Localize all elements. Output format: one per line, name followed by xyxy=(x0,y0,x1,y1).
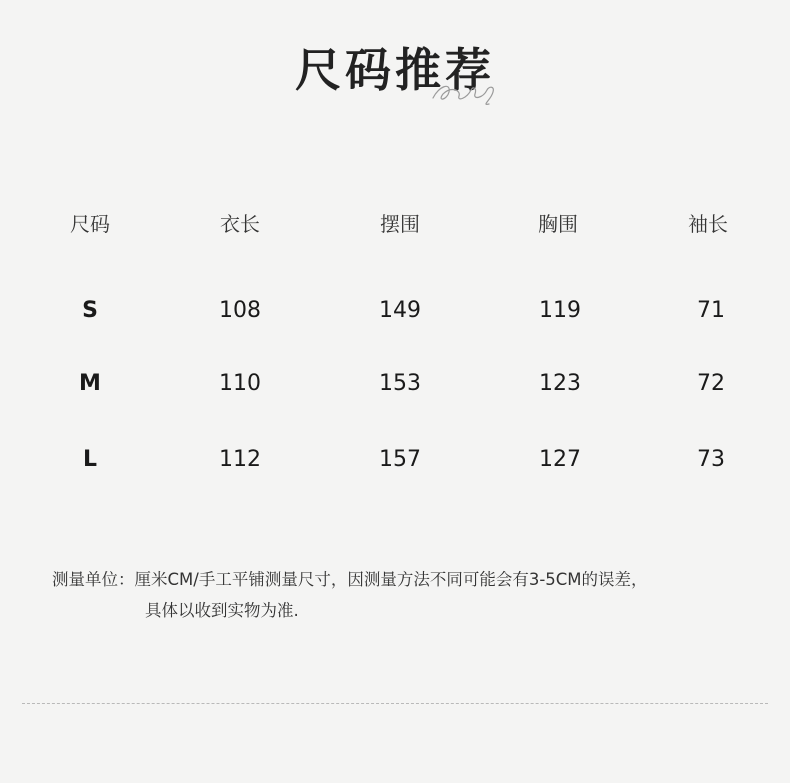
header-sleeve: 袖长 xyxy=(688,212,728,236)
bottom-divider xyxy=(22,703,768,704)
header-length: 衣长 xyxy=(220,212,260,236)
title-block xyxy=(0,28,790,108)
row-l-hem: 157 xyxy=(379,447,421,472)
row-s-chest: 119 xyxy=(539,298,581,323)
page-title: 尺码推荐 xyxy=(295,43,495,97)
row-s-hem: 149 xyxy=(379,298,421,323)
decorative-script-flourish xyxy=(425,68,515,108)
row-m-hem: 153 xyxy=(379,371,421,396)
measurement-note-line1: 测量单位：厘米CM/手工平铺测量尺寸，因测量方法不同可能会有3-5CM的误差， xyxy=(52,570,648,589)
row-l-chest: 127 xyxy=(539,447,581,472)
row-s-sleeve: 71 xyxy=(697,298,725,323)
row-l-length: 112 xyxy=(219,447,261,472)
row-m-length: 110 xyxy=(219,371,261,396)
header-size: 尺码 xyxy=(70,212,110,236)
row-m-sleeve: 72 xyxy=(697,371,725,396)
row-l-sleeve: 73 xyxy=(697,447,725,472)
measurement-note-line2: 具体以收到实物为准. xyxy=(145,601,299,620)
row-m-size: M xyxy=(79,371,101,396)
row-s-size: S xyxy=(82,298,98,323)
row-m-chest: 123 xyxy=(539,371,581,396)
header-hem: 摆围 xyxy=(380,212,420,236)
header-chest: 胸围 xyxy=(538,212,578,236)
row-l-size: L xyxy=(82,447,98,472)
row-s-length: 108 xyxy=(219,298,261,323)
